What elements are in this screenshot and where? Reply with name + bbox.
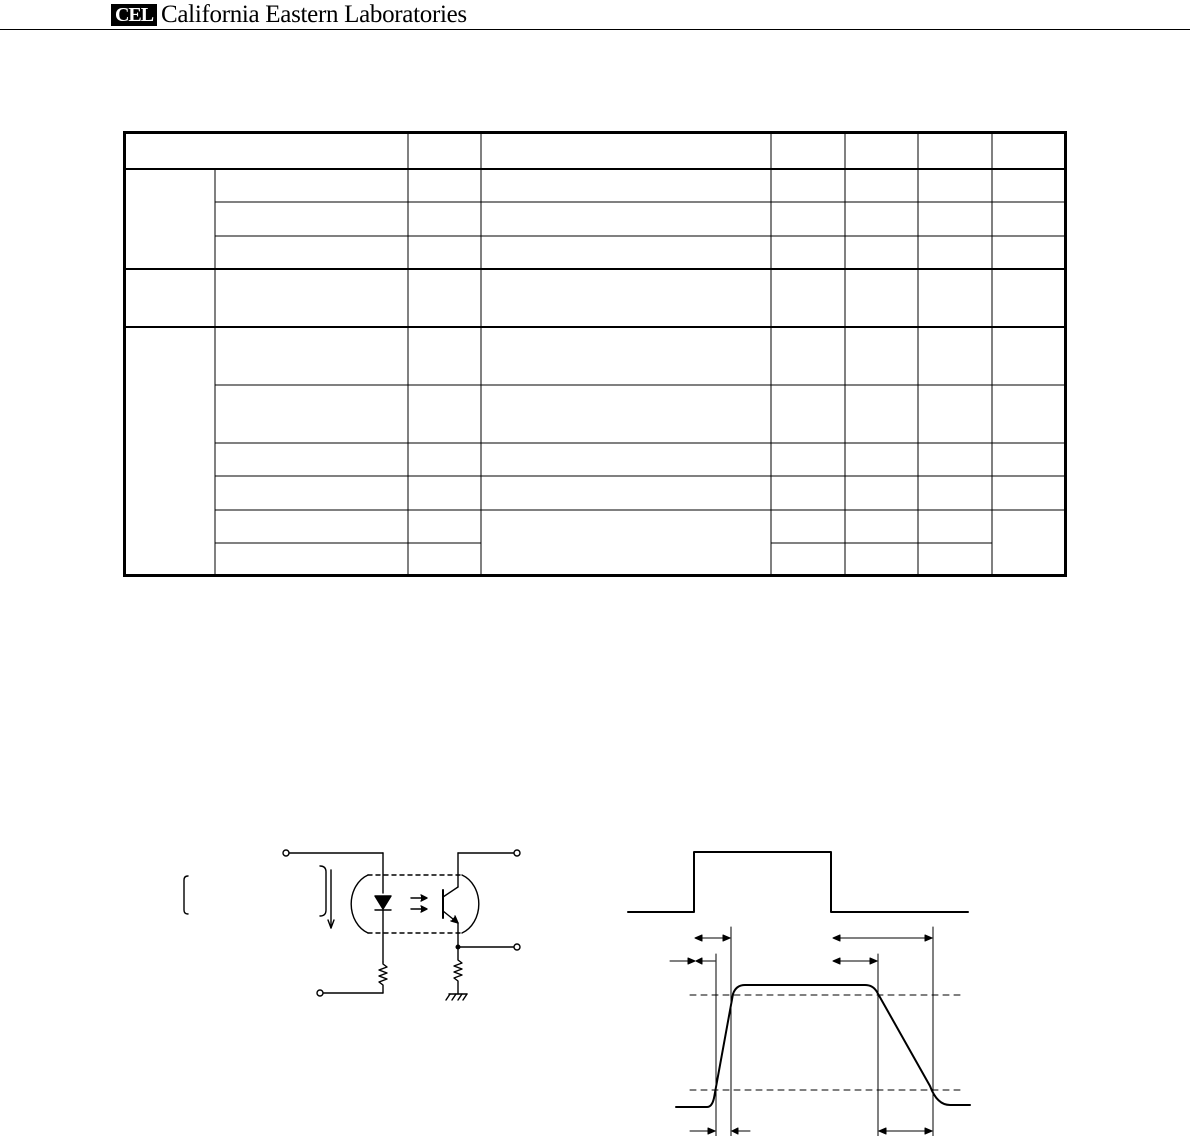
photocoupler-test-circuit-icon <box>184 850 520 1000</box>
cel-logo: CEL <box>111 4 157 26</box>
header-rule <box>0 29 1190 30</box>
switching-diagrams-svg <box>0 830 1190 1136</box>
company-name: California Eastern Laboratories <box>161 1 467 28</box>
table-grid <box>123 131 1067 577</box>
switching-waveform-icon <box>628 852 970 1136</box>
characteristics-table <box>123 131 1067 577</box>
switching-diagrams <box>0 830 1190 1136</box>
page-header <box>0 0 1190 31</box>
